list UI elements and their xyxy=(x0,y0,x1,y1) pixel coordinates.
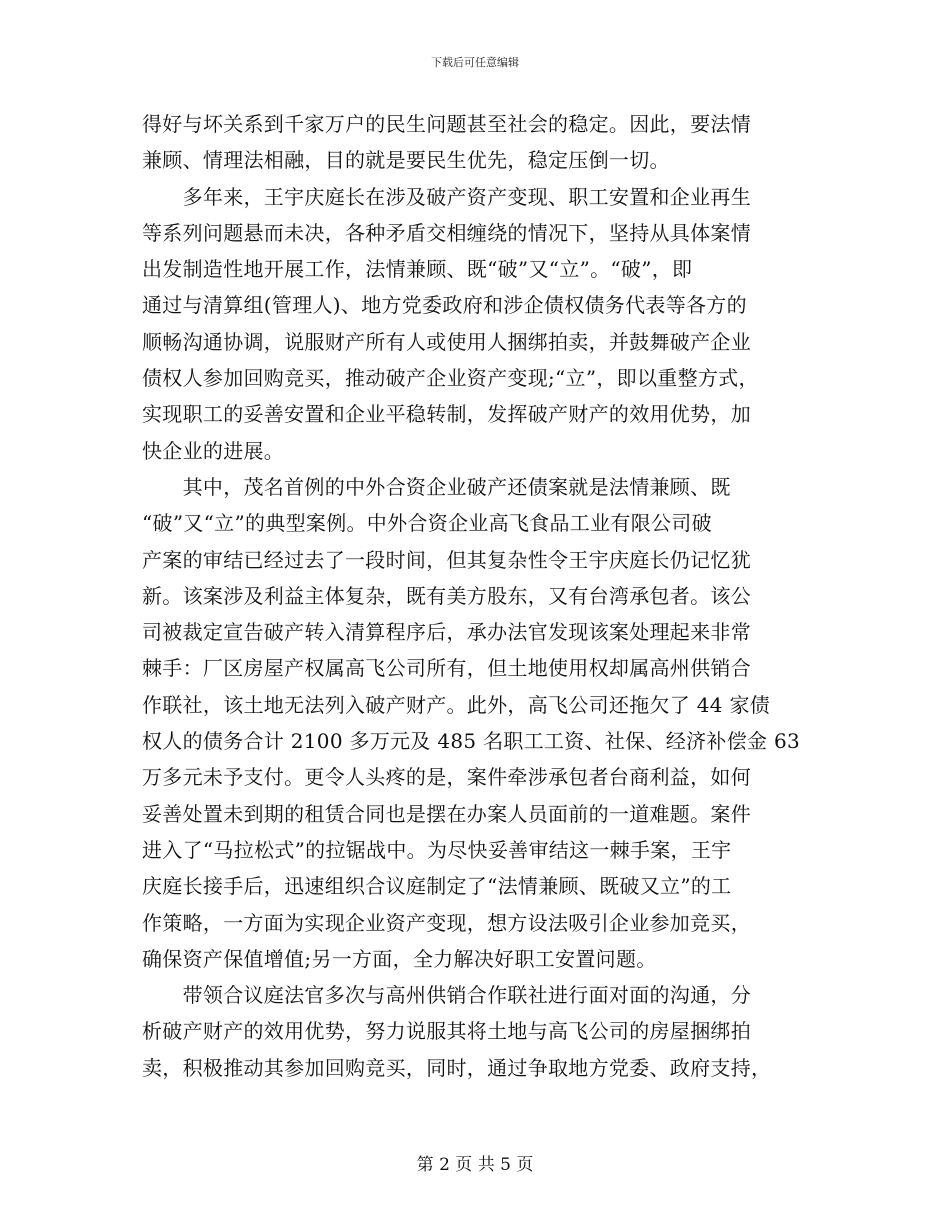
text-line: 作策略，一方面为实现企业资产变现，想方设法吸引企业参加竞买， xyxy=(142,910,751,935)
text-line: 确保资产保值增值;另一方面，全力解决好职工安置问题。 xyxy=(142,946,657,971)
text-line: 得好与坏关系到千家万户的民生问题甚至社会的稳定。因此，要法情 xyxy=(142,112,751,136)
body-text xyxy=(142,106,814,1086)
text-line: 进入了“马拉松式”的拉锯战中。为尽快妥善审结这一棘手案，王宇 xyxy=(142,837,732,862)
text-line: 万多元未予支付。更令人头疼的是，案件牵涉承包者台商利益，如何 xyxy=(142,765,751,790)
text-line: 通过与清算组(管理人)、地方党委政府和涉企债权债务代表等各方的 xyxy=(142,293,747,318)
text-line: 顺畅沟通协调，说服财产所有人或使用人捆绑拍卖，并鼓舞破产企业 xyxy=(142,329,751,354)
text-line: 权人的债务合计 2100 多万元及 485 名职工工资、社保、经济补偿金 63 xyxy=(142,729,801,754)
page-footer: 第 2 页 共 5 页 xyxy=(416,1155,534,1175)
text-line: 产案的审结已经过去了一段时间，但其复杂性令王宇庆庭长仍记忆犹 xyxy=(142,547,751,572)
text-line: “破”又“立”的典型案例。中外合资企业高飞食品工业有限公司破 xyxy=(142,511,712,536)
text-line: 卖，积极推动其参加回购竞买，同时，通过争取地方党委、政府支持， xyxy=(142,1055,772,1080)
text-line: 妥善处置未到期的租赁合同也是摆在办案人员面前的一道难题。案件 xyxy=(142,801,751,826)
text-line: 新。该案涉及利益主体复杂，既有美方股东，又有台湾承包者。该公 xyxy=(142,583,751,608)
text-line: 多年来，王宇庆庭长在涉及破产资产变现、职工安置和企业再生 xyxy=(142,184,751,209)
text-line: 等系列问题悬而未决，各种矛盾交相缠绕的情况下，坚持从具体案情 xyxy=(142,220,751,245)
text-line: 债权人参加回购竞买，推动破产企业资产变现;“立”，即以重整方式， xyxy=(142,366,759,391)
text-line: 司被裁定宣告破产转入清算程序后，承办法官发现该案处理起来非常 xyxy=(142,620,751,645)
text-line: 快企业的进展。 xyxy=(142,438,285,463)
page-header: 下载后可任意编辑 xyxy=(431,56,519,69)
text-line: 带领合议庭法官多次与高州供销合作联社进行面对面的沟通，分 xyxy=(142,983,751,1008)
text-line: 出发制造性地开展工作，法情兼顾、既“破”又“立”。“破”，即 xyxy=(142,257,693,282)
text-line: 庆庭长接手后，迅速组织合议庭制定了“法情兼顾、既破又立”的工 xyxy=(142,874,732,899)
text-line: 析破产财产的效用优势，努力说服其将土地与高飞公司的房屋捆绑拍 xyxy=(142,1019,751,1044)
text-line: 实现职工的妥善安置和企业平稳转制，发挥破产财产的效用优势，加 xyxy=(142,402,751,427)
text-line: 兼顾、情理法相融，目的就是要民生优先，稳定压倒一切。 xyxy=(142,148,670,173)
text-line: 其中，茂名首例的中外合资企业破产还债案就是法情兼顾、既 xyxy=(142,474,731,499)
text-line: 作联社，该土地无法列入破产财产。此外，高飞公司还拖欠了 44 家债 xyxy=(142,692,771,717)
text-line: 棘手：厂区房屋产权属高飞公司所有，但土地使用权却属高州供销合 xyxy=(142,656,751,681)
